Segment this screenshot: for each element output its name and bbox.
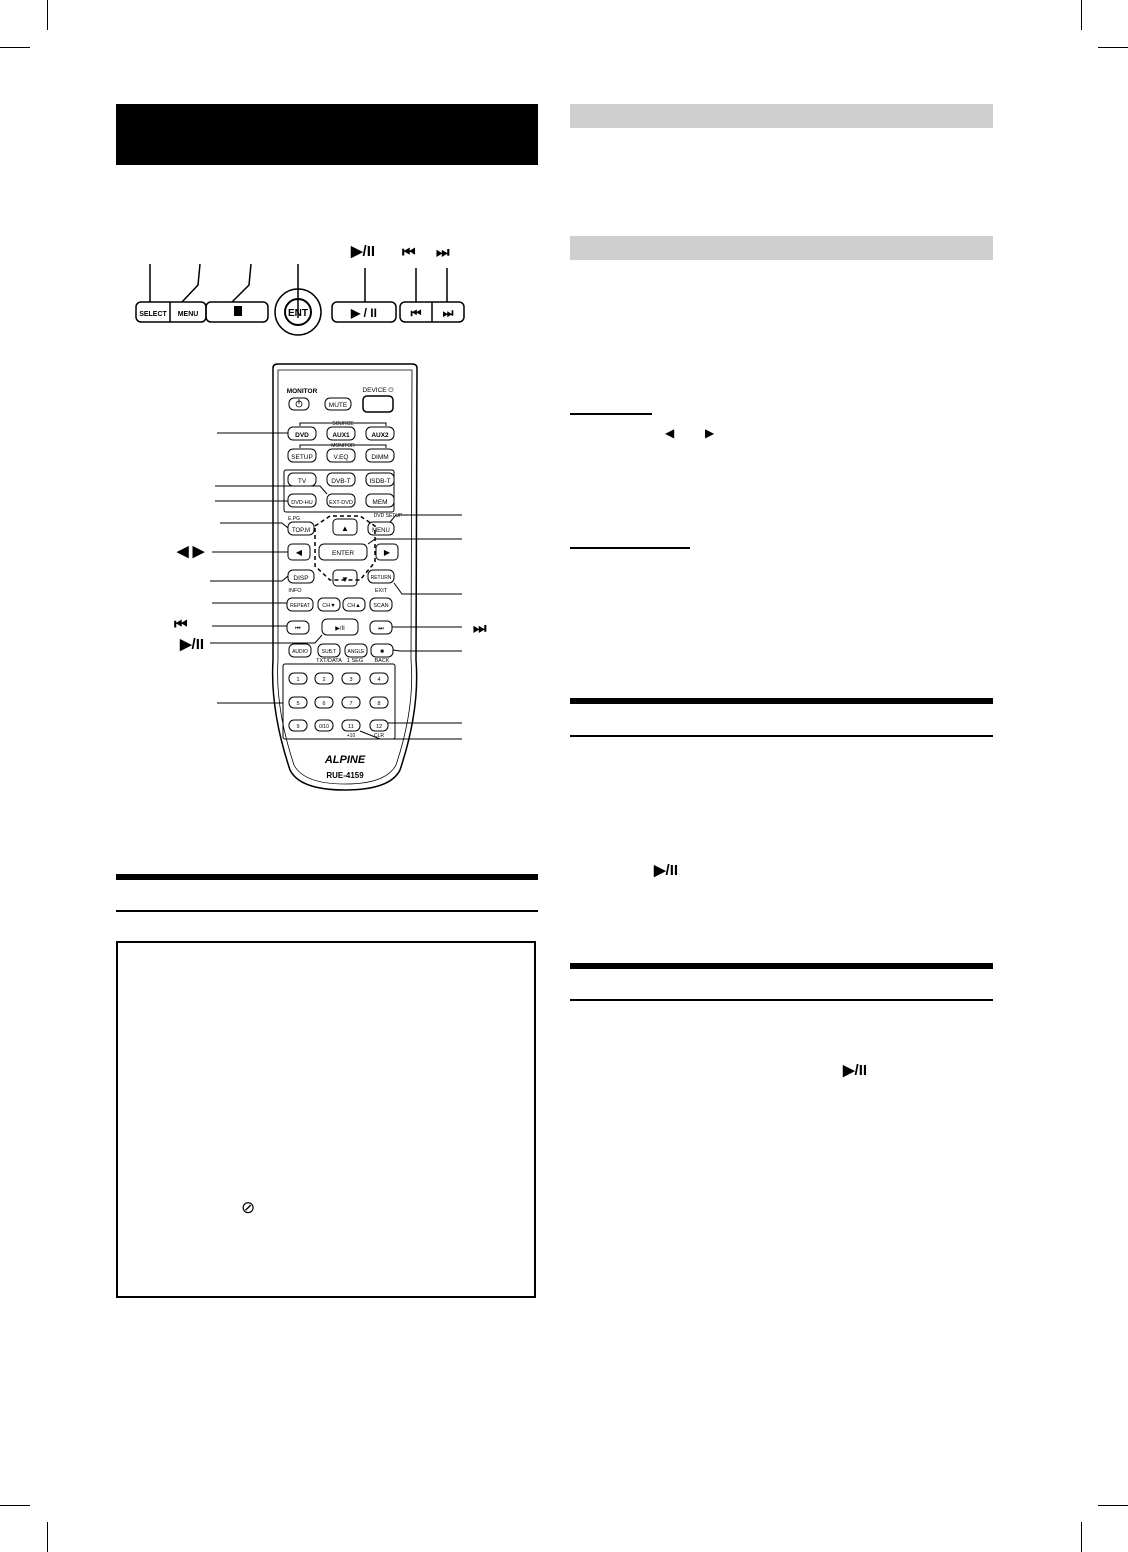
crop-mark (1081, 1522, 1082, 1552)
remote-num-1: 1 (296, 677, 300, 683)
notice-box (116, 941, 536, 1298)
remote-stop-icon: ■ (380, 649, 384, 655)
remote-epg-label: E.PG (288, 516, 300, 522)
remote-num-9: 9 (296, 724, 300, 730)
remote-skip-back-icon: ⏮ (295, 626, 301, 632)
remote-num-4: 4 (377, 677, 381, 683)
remote-clr-label: CLR (373, 733, 385, 739)
remote-skip-forward-icon: ⏭ (378, 626, 384, 632)
remote-brand-logo: ALPINE (324, 754, 366, 766)
remote-num-2: 2 (322, 677, 326, 683)
remote-play-pause-icon: ▶/II (335, 626, 345, 632)
crop-mark (1098, 47, 1128, 48)
skip-back-icon: ⏮ (174, 616, 188, 633)
remote-dvbt-button: DVB-T (331, 478, 351, 485)
remote-monitor-label: MONITOR (286, 388, 318, 395)
remote-num-12: 12 (375, 724, 383, 730)
remote-txtdata-label: TXT/DATA (316, 658, 342, 664)
play-pause-label: ▶ / II (351, 306, 377, 320)
remote-veq-button: V.EQ (333, 454, 349, 461)
remote-return-button: RETURN (370, 575, 392, 581)
remote-extdvd-button: EXT-DVD (329, 500, 353, 506)
select-label: SELECT (139, 311, 167, 318)
remote-device-label: DEVICE ⏻ (362, 387, 394, 394)
remote-angle-button: ANGLE (347, 649, 365, 655)
remote-num-8: 8 (377, 701, 381, 707)
play-pause-icon: ▶/II (180, 636, 205, 653)
remote-num-7: 7 (349, 701, 353, 707)
remote-model-label: RUE-4159 (326, 771, 364, 780)
section-rule-thin (570, 735, 993, 737)
section-rule-thin (116, 910, 538, 912)
remote-scan-button: SCAN (373, 603, 389, 609)
crop-mark (0, 1505, 30, 1506)
crop-mark (0, 47, 30, 48)
remote-tv-button: TV (297, 478, 307, 485)
remote-audio-button: AUDIO (292, 649, 308, 655)
crop-mark (47, 0, 48, 30)
subsection-bar (570, 104, 993, 128)
section-rule-thin (570, 999, 993, 1001)
remote-num-0-10: 0/10 (319, 724, 329, 730)
remote-source-label: SOURCE (332, 421, 354, 427)
right-arrow-icon: ▶ (705, 426, 715, 440)
remote-subt-button: SUB.T (321, 649, 337, 655)
remote-mem-button: MEM (372, 499, 388, 506)
remote-repeat-button: REPEAT (290, 603, 310, 609)
remote-menu-button: MENU (372, 528, 390, 534)
play-pause-icon: ▶/II (843, 1062, 868, 1079)
remote-ch-up-button: CH▲ (347, 603, 361, 609)
left-right-icon: ◀ ▶ (177, 543, 205, 560)
subsection-bar (570, 236, 993, 260)
remote-control-diagram (170, 360, 500, 805)
skip-forward-icon: ⏭ (473, 620, 487, 637)
remote-aux1-button: AUX1 (332, 432, 350, 439)
remote-disp-button: DISP (293, 575, 309, 582)
remote-enter-button: ENTER (331, 550, 355, 557)
section-heading-band (116, 104, 538, 165)
skip-back-icon: ⏮ (402, 244, 416, 261)
remote-back-label: BACK (374, 658, 390, 664)
remote-down-icon: ▼ (341, 575, 349, 584)
remote-up-icon: ▲ (341, 524, 349, 533)
section-rule-thick (116, 874, 538, 880)
remote-isdbt-button: ISDB-T (369, 478, 391, 485)
section-rule-thick (570, 963, 993, 969)
left-arrow-icon: ◀ (665, 426, 675, 440)
remote-num-5: 5 (296, 701, 300, 707)
top-panel-diagram (120, 240, 480, 350)
section-rule-thick (570, 698, 993, 704)
crop-mark (47, 1522, 48, 1552)
skip-back-icon: ⏮ (410, 306, 422, 320)
menu-label: MENU (177, 311, 199, 318)
remote-plus10-label: +10 (346, 733, 356, 739)
play-pause-icon: ▶/II (654, 862, 679, 879)
remote-num-3: 3 (349, 677, 353, 683)
remote-ch-down-button: CH▼ (322, 603, 336, 609)
remote-info-label: INFO (288, 588, 302, 594)
crop-mark (1098, 1505, 1128, 1506)
remote-dvdhu-button: DVD-HU (291, 500, 313, 506)
remote-mute-button: MUTE (328, 402, 348, 409)
play-pause-icon: ▶/II (351, 243, 376, 260)
prohibit-icon: ⊘ (241, 1198, 256, 1217)
subheading-underline (570, 547, 690, 549)
remote-dimm-button: DIMM (371, 454, 389, 461)
skip-forward-icon: ⏭ (436, 244, 450, 261)
remote-dvd-button: DVD (295, 432, 309, 439)
remote-aux2-button: AUX2 (371, 432, 389, 439)
remote-right-icon: ▶ (383, 548, 391, 557)
remote-setup-button: SETUP (291, 454, 313, 461)
remote-left-icon: ◀ (295, 548, 303, 557)
crop-mark (1081, 0, 1082, 30)
remote-num-11: 11 (348, 724, 354, 730)
remote-exit-label: EXIT (374, 588, 388, 594)
skip-forward-icon: ⏭ (442, 306, 454, 320)
remote-dvd-setup-label: DVD SETUP (373, 513, 403, 519)
remote-monitor-group-label: MONITOR (331, 443, 355, 449)
remote-num-6: 6 (322, 701, 326, 707)
remote-topm-button: TOP.M (291, 528, 311, 534)
ent-label: ENT (288, 308, 308, 319)
subheading-underline (570, 413, 652, 415)
remote-1seg-label: 1 SEG (346, 658, 364, 664)
